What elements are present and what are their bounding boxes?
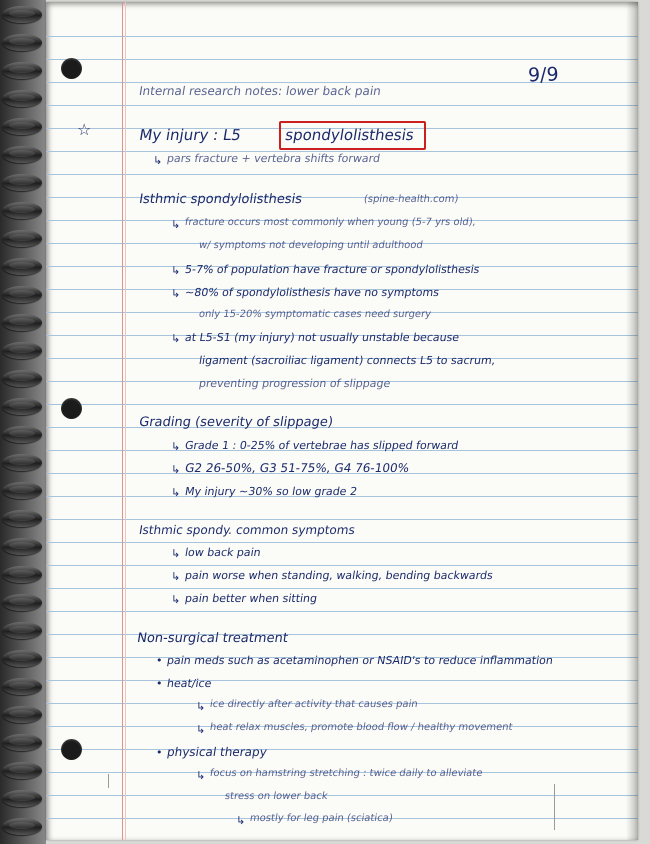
heading-grading: Grading (severity of slippage): [138, 415, 335, 430]
note-injury: My injury : L5: [138, 126, 243, 144]
note-is-4b: ligament (sacroiliac ligament) connects L5 to sacrum,: [198, 354, 497, 367]
arrow-icon: ↳: [196, 723, 206, 736]
binding-coil: [2, 314, 42, 331]
arrow-icon: ↳: [153, 154, 163, 167]
binding-coil: [2, 706, 42, 723]
paper-sheet: [46, 2, 638, 840]
pencil-tick: [554, 784, 555, 830]
note-is-4c: preventing progression of slippage: [198, 377, 392, 390]
punch-hole: [61, 739, 82, 760]
bullet-icon: •: [156, 746, 163, 759]
binding-coil: [2, 426, 42, 443]
arrow-icon: ↳: [171, 547, 181, 560]
arrow-icon: ↳: [171, 486, 181, 499]
binding-coil: [2, 34, 42, 51]
heading-symptoms: Isthmic spondy. common symptoms: [138, 523, 356, 537]
binding-coil: [2, 90, 42, 107]
bullet-icon: •: [156, 654, 163, 667]
note-grade-mine: My injury ~30% so low grade 2: [184, 485, 359, 498]
arrow-icon: ↳: [171, 463, 181, 476]
binding-coil: [2, 482, 42, 499]
note-grade-1: Grade 1 : 0-25% of vertebrae has slipped forward: [184, 439, 460, 452]
binding-coil: [2, 230, 42, 247]
binding-coil: [2, 62, 42, 79]
binding-coil: [2, 174, 42, 191]
arrow-icon: ↳: [196, 700, 206, 713]
binding-coil: [2, 538, 42, 555]
arrow-icon: ↳: [171, 593, 181, 606]
heading-isthmic: Isthmic spondylolisthesis: [138, 192, 304, 207]
arrow-icon: ↳: [171, 287, 181, 300]
binding-coil: [2, 762, 42, 779]
note-injury-sub: pars fracture + vertebra shifts forward: [166, 152, 382, 165]
pencil-tick: [108, 774, 109, 788]
note-symptom-2: pain worse when standing, walking, bending backwards: [184, 569, 494, 582]
binding-coil: [2, 398, 42, 415]
binding-coil: [2, 678, 42, 695]
punch-hole: [61, 58, 82, 79]
binding-coil: [2, 6, 42, 23]
note-ns-3: physical therapy: [166, 745, 268, 759]
binding-coil: [2, 342, 42, 359]
heading-nonsurgical: Non-surgical treatment: [136, 631, 290, 646]
arrow-icon: ↳: [171, 264, 181, 277]
note-title: Internal research notes: lower back pain: [138, 84, 383, 98]
note-is-1: fracture occurs most commonly when young (5-7 yrs old),: [184, 217, 477, 228]
binding-coil: [2, 454, 42, 471]
binding-coil: [2, 202, 42, 219]
binding-coil: [2, 594, 42, 611]
note-is-2: 5-7% of population have fracture or spondylolisthesis: [184, 263, 481, 276]
bullet-icon: •: [156, 677, 163, 690]
arrow-icon: ↳: [236, 814, 246, 827]
arrow-icon: ↳: [171, 570, 181, 583]
binding-coil: [2, 650, 42, 667]
note-injury-term: spondylolisthesis: [284, 126, 416, 144]
note-ns-3c: mostly for leg pain (sciatica): [249, 813, 394, 824]
binding-coil: [2, 258, 42, 275]
binding-coil: [2, 818, 42, 835]
note-is-3: ~80% of spondylolisthesis have no symptoms: [184, 286, 441, 299]
note-symptom-1: low back pain: [184, 546, 262, 559]
note-ns-3a: focus on hamstring stretching : twice daily to alleviate: [209, 768, 484, 779]
punch-hole: [61, 398, 82, 419]
note-ns-2: heat/ice: [166, 677, 213, 690]
arrow-icon: ↳: [171, 218, 181, 231]
arrow-icon: ↳: [171, 332, 181, 345]
star-marker: ☆: [77, 120, 92, 139]
binding-coil: [2, 566, 42, 583]
binding-coil: [2, 146, 42, 163]
note-ns-2b: heat relax muscles, promote blood flow / healthy movement: [209, 722, 514, 733]
margin-rule: [122, 2, 123, 840]
binding-coil: [2, 370, 42, 387]
binding-coil: [2, 286, 42, 303]
note-symptom-3: pain better when sitting: [184, 592, 319, 605]
note-ns-3b: stress on lower back: [224, 791, 329, 802]
note-ns-2a: ice directly after activity that causes pain: [209, 699, 419, 710]
arrow-icon: ↳: [196, 769, 206, 782]
margin-rule-secondary: [125, 2, 126, 840]
spiral-binding: [0, 0, 46, 844]
note-grade-2-4: G2 26-50%, G3 51-75%, G4 76-100%: [184, 461, 411, 475]
source-spine-health: (spine-health.com): [363, 194, 460, 205]
page-edge-shadow: [626, 2, 638, 840]
arrow-icon: ↳: [171, 440, 181, 453]
binding-coil: [2, 118, 42, 135]
note-ns-1: pain meds such as acetaminophen or NSAID's to reduce inflammation: [166, 654, 554, 667]
binding-coil: [2, 510, 42, 527]
binding-coil: [2, 790, 42, 807]
note-is-3b: only 15-20% symptomatic cases need surgery: [198, 309, 432, 320]
date-label: 9/9: [527, 63, 559, 87]
binding-coil: [2, 734, 42, 751]
binding-coil: [2, 622, 42, 639]
note-is-1b: w/ symptoms not developing until adulthood: [198, 240, 424, 251]
note-is-4: at L5-S1 (my injury) not usually unstable because: [184, 331, 461, 344]
